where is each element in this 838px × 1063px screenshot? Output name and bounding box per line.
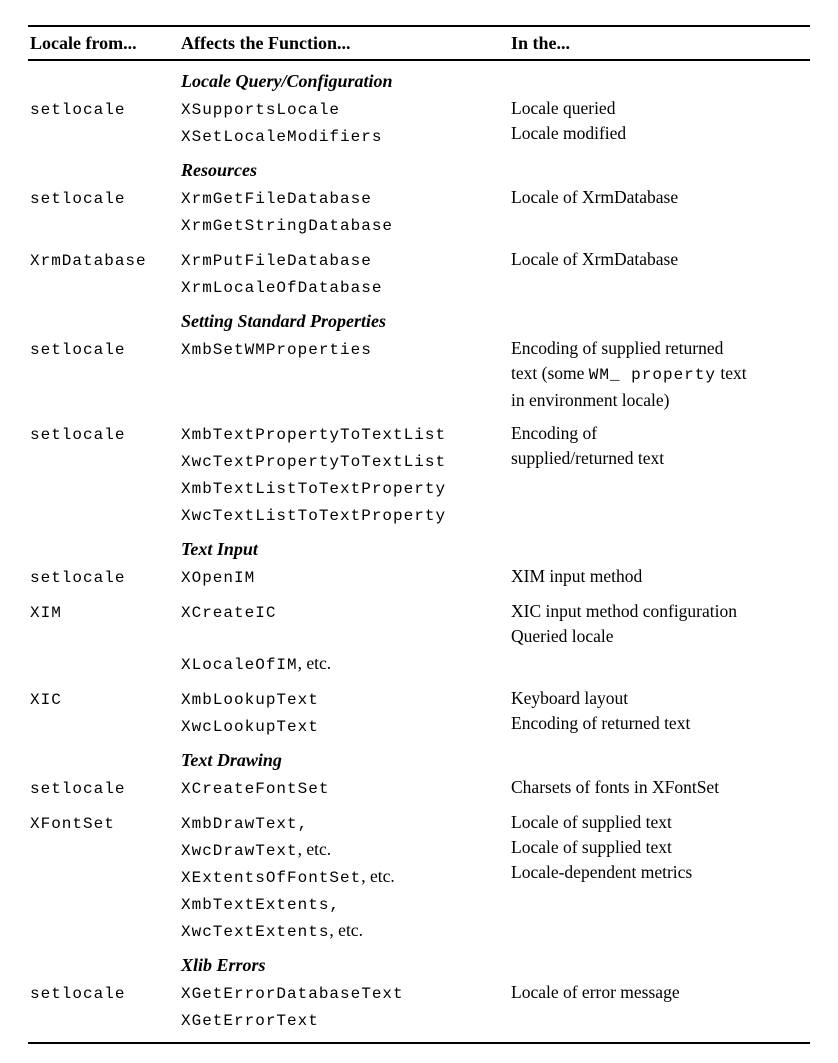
table-bottom-rule [28, 1042, 810, 1044]
text-line [30, 810, 181, 837]
text-line [181, 475, 511, 502]
cell-locale-from [28, 599, 181, 626]
table-row [28, 564, 810, 591]
code-text: XFontSet [30, 815, 115, 833]
header-affects-function: Affects the Function... [181, 33, 351, 53]
cell-functions [181, 96, 511, 150]
cell-locale-from [28, 564, 181, 591]
table-row [28, 599, 810, 678]
section-title: Text Input [181, 539, 258, 559]
cell-functions [181, 686, 511, 740]
body-text: Locale-dependent metrics [511, 862, 693, 882]
cell-in-the [511, 247, 810, 272]
cell-locale-from [28, 980, 181, 1007]
body-text: XIM input method [511, 566, 643, 586]
text-line [511, 564, 810, 589]
text-line [181, 837, 511, 864]
text-line [511, 624, 810, 649]
cell-locale-from [28, 96, 181, 123]
text-line [181, 564, 511, 591]
body-text: Keyboard layout [511, 688, 629, 708]
text-line [181, 421, 511, 448]
text-line [181, 274, 511, 301]
cell-locale-from [28, 336, 181, 363]
text-line [181, 96, 511, 123]
section-title: Xlib Errors [181, 955, 266, 975]
cell-in-the [511, 775, 810, 800]
body-text: Locale of XrmDatabase [511, 187, 679, 207]
text-line [511, 711, 810, 736]
code-text: XCreateIC [181, 604, 277, 622]
section-rows [28, 980, 810, 1034]
text-line [511, 775, 810, 800]
section-title: Locale Query/Configuration [181, 71, 393, 91]
section-rows [28, 775, 810, 945]
body-text: Encoding of supplied returned [511, 338, 724, 358]
text-line [181, 810, 511, 837]
table-row [28, 96, 810, 150]
text-line [181, 686, 511, 713]
cell-in-the [511, 421, 810, 471]
text-line [30, 599, 181, 626]
body-text: Locale queried [511, 98, 616, 118]
table-section [28, 158, 810, 301]
text-line [181, 864, 511, 891]
cell-in-the [511, 185, 810, 210]
table-section [28, 953, 810, 1034]
section-title: Resources [181, 160, 257, 180]
code-text: XmbSetWMProperties [181, 341, 372, 359]
text-line [181, 502, 511, 529]
text-line [511, 336, 810, 361]
code-text: XrmGetStringDatabase [181, 217, 394, 235]
text-line [181, 626, 511, 651]
code-text: setlocale [30, 190, 126, 208]
text-line [181, 713, 511, 740]
body-text: Locale of error message [511, 982, 680, 1002]
text-line [181, 185, 511, 212]
table-section [28, 309, 810, 529]
cell-functions [181, 980, 511, 1034]
text-line [511, 121, 810, 146]
text-line [511, 185, 810, 210]
table-section [28, 748, 810, 945]
text-line [181, 123, 511, 150]
text-line [30, 96, 181, 123]
code-text: XmbDrawText, [181, 815, 309, 833]
cell-locale-from [28, 421, 181, 448]
code-text: XOpenIM [181, 569, 256, 587]
table-row [28, 810, 810, 945]
text-line [181, 891, 511, 918]
code-text: setlocale [30, 985, 126, 1003]
body-text: , etc. [297, 653, 332, 673]
section-title: Text Drawing [181, 750, 282, 770]
cell-in-the [511, 96, 810, 146]
code-text: XCreateFontSet [181, 780, 330, 798]
body-text: , etc. [329, 920, 363, 940]
body-text: Locale of supplied text [511, 837, 672, 857]
body-text: , etc. [297, 839, 332, 859]
text-line [511, 835, 810, 860]
table-header-rule [28, 59, 810, 61]
body-text: in environment locale) [511, 390, 670, 410]
code-text: XSetLocaleModifiers [181, 128, 383, 146]
cell-in-the [511, 810, 810, 885]
code-text: XExtentsOfFontSet [181, 869, 362, 887]
table-section [28, 69, 810, 150]
code-text: XGetErrorText [181, 1012, 319, 1030]
table-section [28, 537, 810, 740]
body-text: Encoding of [511, 423, 598, 443]
code-text: XwcTextExtents [181, 923, 330, 941]
code-text: setlocale [30, 101, 126, 119]
code-text: XmbTextPropertyToTextList [181, 426, 447, 444]
code-text: XwcTextPropertyToTextList [181, 453, 447, 471]
cell-functions [181, 810, 511, 945]
section-rows [28, 96, 810, 150]
body-text: , etc. [361, 866, 395, 886]
cell-functions [181, 185, 511, 239]
body-text: Locale of supplied text [511, 812, 672, 832]
code-text: setlocale [30, 426, 126, 444]
cell-locale-from [28, 247, 181, 274]
cell-functions [181, 564, 511, 591]
code-text: XmbTextListToTextProperty [181, 480, 447, 498]
body-text: text [715, 363, 747, 383]
body-text: Locale modified [511, 123, 627, 143]
locale-functions-table [28, 25, 810, 1044]
code-text: XIM [30, 604, 62, 622]
section-rows [28, 336, 810, 529]
text-line [181, 448, 511, 475]
text-line [30, 775, 181, 802]
text-line [511, 860, 810, 885]
cell-locale-from [28, 810, 181, 837]
cell-locale-from [28, 686, 181, 713]
cell-locale-from [28, 775, 181, 802]
text-line [181, 336, 511, 363]
table-body [28, 69, 810, 1034]
header-in-the: In the... [511, 33, 571, 53]
code-text: XGetErrorDatabaseText [181, 985, 404, 1003]
text-line [30, 247, 181, 274]
text-line [30, 336, 181, 363]
text-line [511, 446, 810, 471]
text-line [30, 686, 181, 713]
text-line [511, 599, 810, 624]
text-line [181, 651, 511, 678]
code-text: XLocaleOfIM [181, 656, 298, 674]
text-line [511, 388, 810, 413]
table-row [28, 336, 810, 413]
cell-functions [181, 336, 511, 363]
code-text: XSupportsLocale [181, 101, 341, 119]
code-text: WM_ property [588, 366, 716, 384]
code-text: setlocale [30, 780, 126, 798]
text-line [181, 980, 511, 1007]
code-text: XwcTextListToTextProperty [181, 507, 447, 525]
text-line [511, 980, 810, 1005]
header-locale-from: Locale from... [30, 33, 137, 53]
table-row [28, 421, 810, 529]
cell-functions [181, 775, 511, 802]
table-row [28, 247, 810, 301]
cell-functions [181, 247, 511, 301]
text-line [30, 421, 181, 448]
code-text: XrmLocaleOfDatabase [181, 279, 383, 297]
code-text: XmbLookupText [181, 691, 319, 709]
text-line [181, 1007, 511, 1034]
text-line [181, 212, 511, 239]
cell-in-the [511, 564, 810, 589]
cell-functions [181, 599, 511, 678]
code-text: XwcLookupText [181, 718, 319, 736]
code-text: XwcDrawText [181, 842, 298, 860]
table-row [28, 775, 810, 802]
code-text: XmbTextExtents, [181, 896, 341, 914]
text-line [511, 96, 810, 121]
cell-locale-from [28, 185, 181, 212]
table-row [28, 185, 810, 239]
text-line [511, 686, 810, 711]
body-text: Encoding of returned text [511, 713, 691, 733]
text-line [181, 775, 511, 802]
text-line [511, 361, 810, 388]
body-text: Locale of XrmDatabase [511, 249, 679, 269]
table-row [28, 686, 810, 740]
text-line [511, 810, 810, 835]
text-line [30, 185, 181, 212]
cell-in-the [511, 686, 810, 736]
code-text: XrmDatabase [30, 252, 147, 270]
body-text: supplied/returned text [511, 448, 665, 468]
body-text: Queried locale [511, 626, 614, 646]
section-rows [28, 564, 810, 740]
text-line [30, 980, 181, 1007]
cell-in-the [511, 336, 810, 413]
text-line [511, 421, 810, 446]
code-text: XIC [30, 691, 62, 709]
code-text: setlocale [30, 341, 126, 359]
text-line [511, 247, 810, 272]
body-text: text (some [511, 363, 589, 383]
table-row [28, 980, 810, 1034]
table-header-row [28, 27, 810, 59]
body-text: XIC input method configuration [511, 601, 738, 621]
section-title: Setting Standard Properties [181, 311, 387, 331]
text-line [181, 247, 511, 274]
cell-functions [181, 421, 511, 529]
text-line [181, 599, 511, 626]
code-text: XrmGetFileDatabase [181, 190, 372, 208]
code-text: setlocale [30, 569, 126, 587]
section-rows [28, 185, 810, 301]
code-text: XrmPutFileDatabase [181, 252, 372, 270]
text-line [181, 918, 511, 945]
cell-in-the [511, 599, 810, 649]
text-line [30, 564, 181, 591]
body-text: Charsets of fonts in XFontSet [511, 777, 720, 797]
cell-in-the [511, 980, 810, 1005]
